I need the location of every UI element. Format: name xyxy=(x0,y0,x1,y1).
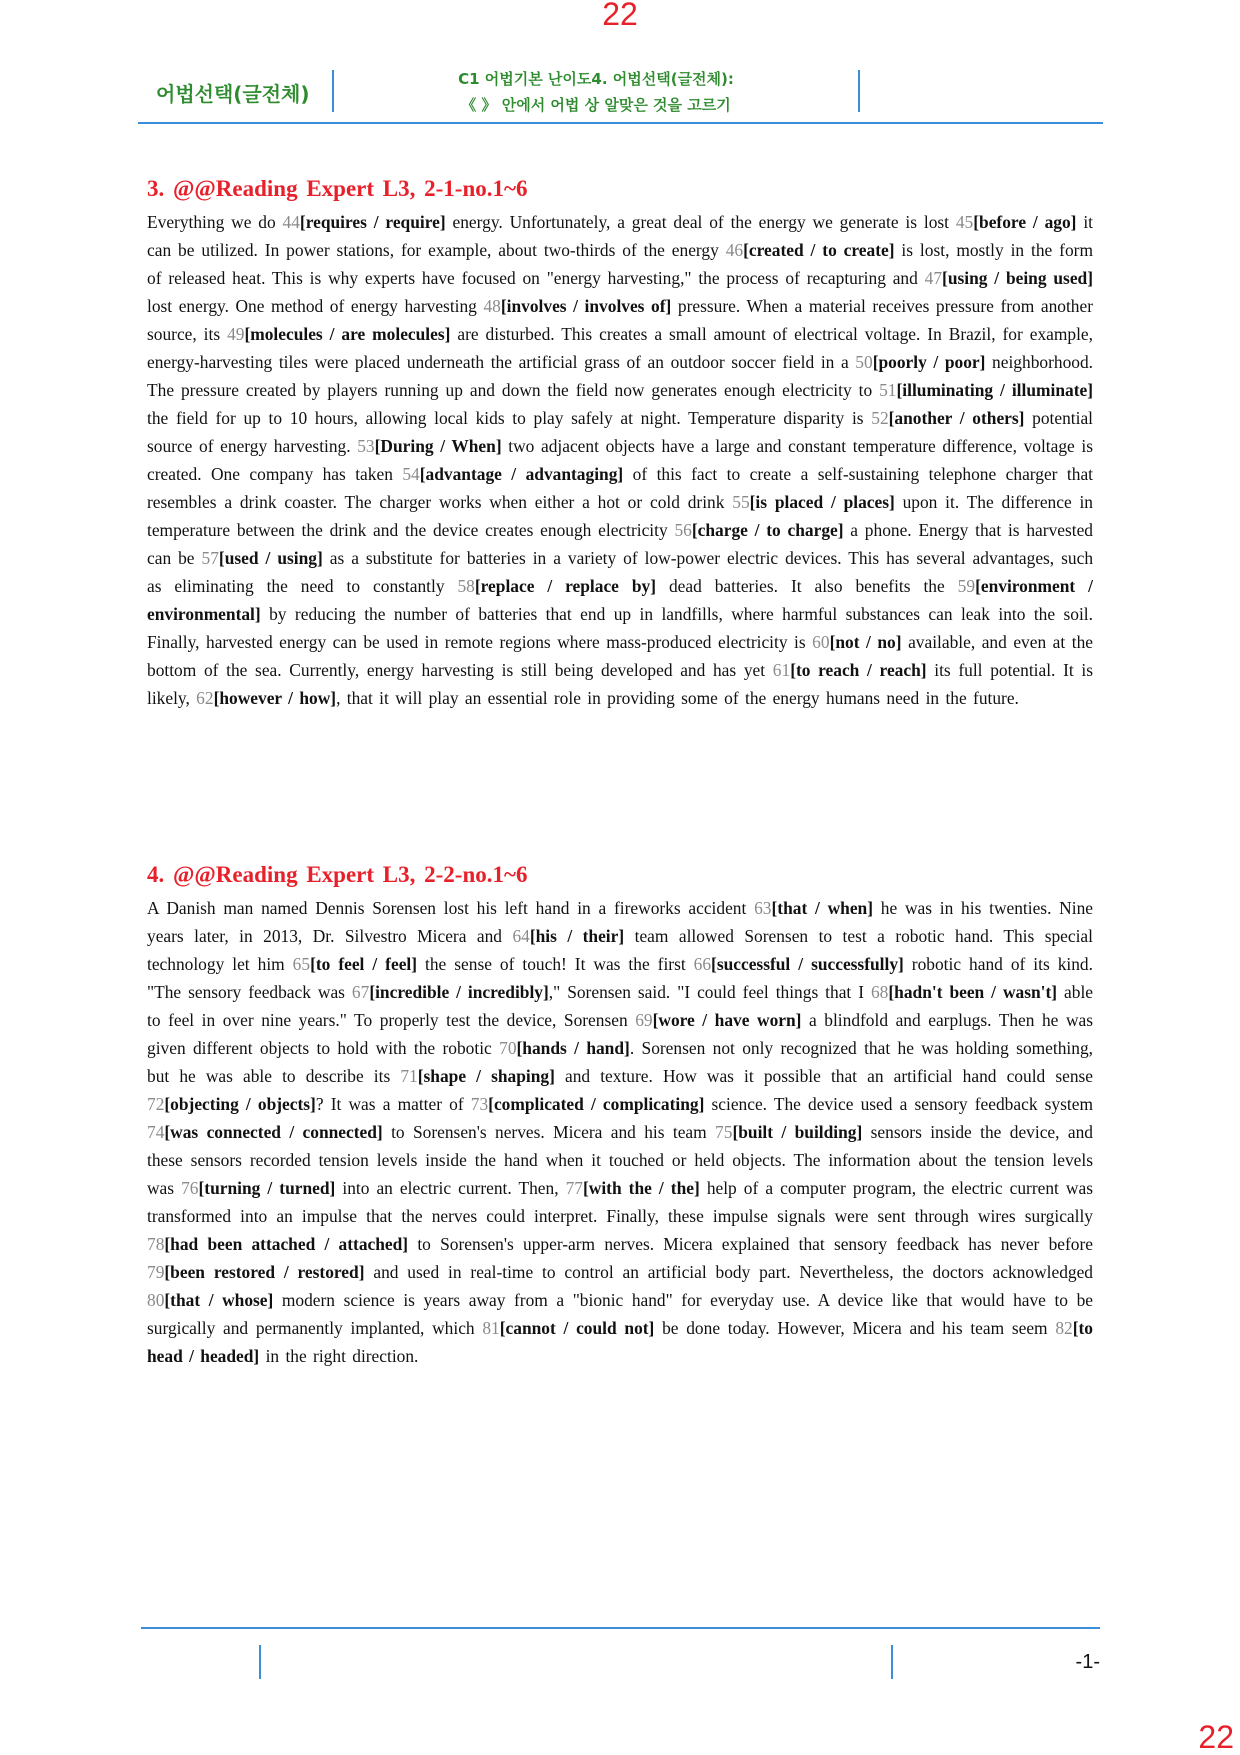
passage-text: ," Sorensen said. "I could feel things that I xyxy=(548,982,871,1002)
answer-choice-pair: [hands / hand] xyxy=(516,1038,630,1058)
question-number: 46 xyxy=(725,240,744,260)
answer-choice-pair: [before / ago] xyxy=(973,212,1077,232)
exercise-section-4 xyxy=(147,860,1093,1370)
answer-choice-pair: [complicated / complicating] xyxy=(488,1094,705,1114)
passage-text: a phone. Energy that is harvested can be xyxy=(147,520,1093,568)
passage-text: help of a computer program, the electric current was transformed into an impulse that the nerves could interpret. Finally, these impulse signals were sent through wires surgically xyxy=(147,1178,1093,1226)
question-number: 70 xyxy=(499,1038,517,1058)
answer-choice-pair: [however / how] xyxy=(213,688,337,708)
passage-text: two adjacent objects have a large and constant temperature difference, voltage is created. One company has taken xyxy=(147,436,1093,484)
answer-choice-pair: [using / being used] xyxy=(942,268,1093,288)
page-number-bottom: 22 xyxy=(1198,1719,1234,1755)
question-number: 53 xyxy=(357,436,375,456)
passage-text: and used in real-time to control an artificial body part. Nevertheless, the doctors acknowledged xyxy=(364,1262,1093,1282)
passage-text: he was in his twenties. Nine years later, in 2013, Dr. Silvestro Micera and xyxy=(147,898,1093,946)
passage-text: neighborhood. The pressure created by players running up and down the field now generates enough electricity to xyxy=(147,352,1094,400)
question-number: 49 xyxy=(227,324,245,344)
passage-text: robotic hand of its kind. "The sensory feedback was xyxy=(147,954,1093,1002)
question-number: 67 xyxy=(351,982,370,1002)
question-number: 82 xyxy=(1055,1318,1073,1338)
question-number: 72 xyxy=(147,1094,165,1114)
page-header xyxy=(138,60,1103,124)
answer-choice-pair: [another / others] xyxy=(888,408,1025,428)
question-number: 57 xyxy=(201,548,219,568)
passage-text: to Sorensen's nerves. Micera and his team xyxy=(382,1122,716,1142)
answer-choice-pair: [to feel / feel] xyxy=(310,954,418,974)
question-number: 62 xyxy=(196,688,214,708)
answer-choice-pair: [molecules / are molecules] xyxy=(244,324,451,344)
passage-text: Everything we do xyxy=(147,212,283,232)
page-number-top: 22 xyxy=(602,0,638,32)
question-number: 80 xyxy=(147,1290,165,1310)
answer-choice-pair: [is placed / places] xyxy=(749,492,895,512)
question-number: 79 xyxy=(147,1262,165,1282)
question-number: 66 xyxy=(693,954,712,974)
passage-text: pressure. When a material receives pressure from another source, its xyxy=(147,296,1093,344)
passage-text: A Danish man named Dennis Sorensen lost his left hand in a fireworks accident xyxy=(147,898,755,918)
passage-text: it can be utilized. In power stations, for example, about two-thirds of the energy xyxy=(147,212,1093,260)
question-number: 52 xyxy=(871,408,889,428)
question-number: 44 xyxy=(282,212,300,232)
passage-text: its full potential. It is likely, xyxy=(147,660,1093,708)
header-category-label: 어법선택(글전체) xyxy=(156,82,310,106)
question-number: 45 xyxy=(955,212,974,232)
answer-choice-pair: [replace / replace by] xyxy=(474,576,657,596)
answer-choice-pair: [been restored / restored] xyxy=(164,1262,365,1282)
answer-choice-pair: [used / using] xyxy=(218,548,323,568)
question-number: 61 xyxy=(772,660,791,680)
answer-choice-pair: [to reach / reach] xyxy=(790,660,927,680)
answer-choice-pair: [incredible / incredibly] xyxy=(369,982,549,1002)
question-number: 81 xyxy=(482,1318,500,1338)
answer-choice-pair: [hadn't been / wasn't] xyxy=(888,982,1058,1002)
passage-text: ? It was a matter of xyxy=(315,1094,471,1114)
section-title: 4. @@Reading Expert L3, 2-2-no.1~6 xyxy=(147,862,528,887)
answer-choice-pair: [turning / turned] xyxy=(198,1178,336,1198)
question-number: 73 xyxy=(470,1094,489,1114)
header-description-line2: 《 》 안에서 어법 상 알맞은 것을 고르기 xyxy=(461,96,731,114)
answer-choice-pair: [created / to create] xyxy=(743,240,895,260)
passage-text: , that it will play an essential role in providing some of the energy humans need in the future. xyxy=(336,688,1019,708)
question-number: 55 xyxy=(732,492,750,512)
passage-text: and texture. How was it possible that an artificial hand could sense xyxy=(554,1066,1093,1086)
header-description-line1: C1 어법기본 난이도4. 어법선택(글전체): xyxy=(458,70,734,88)
passage-text: lost energy. One method of energy harvesting xyxy=(147,296,484,316)
answer-choice-pair: [objecting / objects] xyxy=(164,1094,316,1114)
passage-text: is lost, mostly in the form of released heat. This is why experts have focused on "energy harvesting," the process of recapturing and xyxy=(147,240,1093,288)
answer-choice-pair: [During / When] xyxy=(374,436,502,456)
passage-text: . Sorensen not only recognized that he was holding something, but he was able to describe its xyxy=(147,1038,1093,1086)
page-footer xyxy=(141,1627,1100,1679)
answer-choice-pair: [with the / the] xyxy=(582,1178,700,1198)
answer-choice-pair: [was connected / connected] xyxy=(164,1122,383,1142)
footer-page-label: -1- xyxy=(1075,1651,1100,1673)
passage-text: dead batteries. It also benefits the xyxy=(656,576,958,596)
passage-text: be done today. However, Micera and his team seem xyxy=(654,1318,1056,1338)
passage-text: into an electric current. Then, xyxy=(335,1178,566,1198)
answer-choice-pair: [built / building] xyxy=(732,1122,863,1142)
question-number: 48 xyxy=(483,296,501,316)
question-number: 50 xyxy=(855,352,873,372)
question-number: 64 xyxy=(512,926,530,946)
answer-choice-pair: [involves / involves of] xyxy=(500,296,672,316)
passage-text: by reducing the number of batteries that end up in landfills, where harmful substances can leak into the soil. Finally, harvested energy can be used in remote regions where mass-produced electricity is xyxy=(147,604,1093,652)
exercise-section-3 xyxy=(147,174,1093,712)
answer-choice-pair: [not / no] xyxy=(829,632,902,652)
header-divider-right xyxy=(858,70,860,112)
answer-choice-pair: [charge / to charge] xyxy=(691,520,844,540)
question-number: 78 xyxy=(147,1234,165,1254)
question-number: 77 xyxy=(565,1178,583,1198)
answer-choice-pair: [shape / shaping] xyxy=(417,1066,555,1086)
answer-choice-pair: [that / whose] xyxy=(164,1290,274,1310)
question-number: 54 xyxy=(402,464,420,484)
question-number: 75 xyxy=(715,1122,733,1142)
question-number: 56 xyxy=(674,520,692,540)
answer-choice-pair: [illuminating / illuminate] xyxy=(896,380,1093,400)
passage-paragraph xyxy=(147,894,1093,1370)
passage-text: to Sorensen's upper-arm nerves. Micera explained that sensory feedback has never before xyxy=(408,1234,1094,1254)
answer-choice-pair: [his / their] xyxy=(529,926,625,946)
answer-choice-pair: [to head / headed] xyxy=(147,1318,1093,1366)
passage-text: as a substitute for batteries in a variety of low-power electric devices. This has several advantages, such as eliminating the need to constantly xyxy=(147,548,1094,596)
question-number: 58 xyxy=(457,576,475,596)
question-number: 47 xyxy=(924,268,943,288)
passage-text: science. The device used a sensory feedback system xyxy=(704,1094,1093,1114)
passage-text: the field for up to 10 hours, allowing local kids to play safely at night. Temperature disparity is xyxy=(147,408,872,428)
footer-divider-right xyxy=(891,1645,893,1679)
passage-text: sensors inside the device, and these sensors recorded tension levels inside the hand when it touched or held objects. The information about the tension levels was xyxy=(147,1122,1093,1198)
question-number: 71 xyxy=(400,1066,418,1086)
passage-text: the sense of touch! It was the first xyxy=(417,954,694,974)
passage-text: able to feel in over nine years." To properly test the device, Sorensen xyxy=(147,982,1094,1030)
answer-choice-pair: [wore / have worn] xyxy=(652,1010,802,1030)
passage-text: a blindfold and earplugs. Then he was given different objects to hold with the robotic xyxy=(147,1010,1093,1058)
passage-text: potential source of energy harvesting. xyxy=(147,408,1094,456)
question-number: 63 xyxy=(754,898,772,918)
passage-text: modern science is years away from a "bionic hand" for everyday use. A device like that would have to be surgically and permanently implanted, which xyxy=(147,1290,1093,1338)
header-description xyxy=(334,66,858,118)
answer-choice-pair: [successful / successfully] xyxy=(711,954,904,974)
passage-text: in the right direction. xyxy=(259,1346,419,1366)
question-number: 60 xyxy=(812,632,830,652)
question-number: 69 xyxy=(635,1010,653,1030)
question-number: 59 xyxy=(957,576,976,596)
question-number: 51 xyxy=(879,380,897,400)
answer-choice-pair: [poorly / poor] xyxy=(872,352,986,372)
question-number: 76 xyxy=(181,1178,199,1198)
passage-text: team allowed Sorensen to test a robotic hand. This special technology let him xyxy=(147,926,1093,974)
passage-text: upon it. The difference in temperature between the drink and the device creates enough electricity xyxy=(147,492,1094,540)
question-number: 74 xyxy=(147,1122,165,1142)
answer-choice-pair: [environment / environmental] xyxy=(147,576,1093,624)
answer-choice-pair: [advantage / advantaging] xyxy=(419,464,624,484)
answer-choice-pair: [requires / require] xyxy=(299,212,446,232)
answer-choice-pair: [that / when] xyxy=(771,898,874,918)
question-number: 68 xyxy=(870,982,889,1002)
footer-divider-left xyxy=(259,1645,261,1679)
passage-text: are disturbed. This creates a small amount of electrical voltage. In Brazil, for example, energy-harvesting tiles were placed underneath the artificial grass of an outdoor soccer field in a xyxy=(147,324,1093,372)
passage-paragraph xyxy=(147,208,1093,712)
passage-text: of this fact to create a self-sustaining telephone charger that resembles a drink coaster. The charger works when either a hot or cold drink xyxy=(147,464,1093,512)
question-number: 65 xyxy=(292,954,311,974)
passage-text: energy. Unfortunately, a great deal of the energy we generate is lost xyxy=(445,212,956,232)
section-title: 3. @@Reading Expert L3, 2-1-no.1~6 xyxy=(147,176,528,201)
answer-choice-pair: [had been attached / attached] xyxy=(164,1234,409,1254)
passage-text: available, and even at the bottom of the sea. Currently, energy harvesting is still being developed and has yet xyxy=(147,632,1093,680)
answer-choice-pair: [cannot / could not] xyxy=(499,1318,655,1338)
